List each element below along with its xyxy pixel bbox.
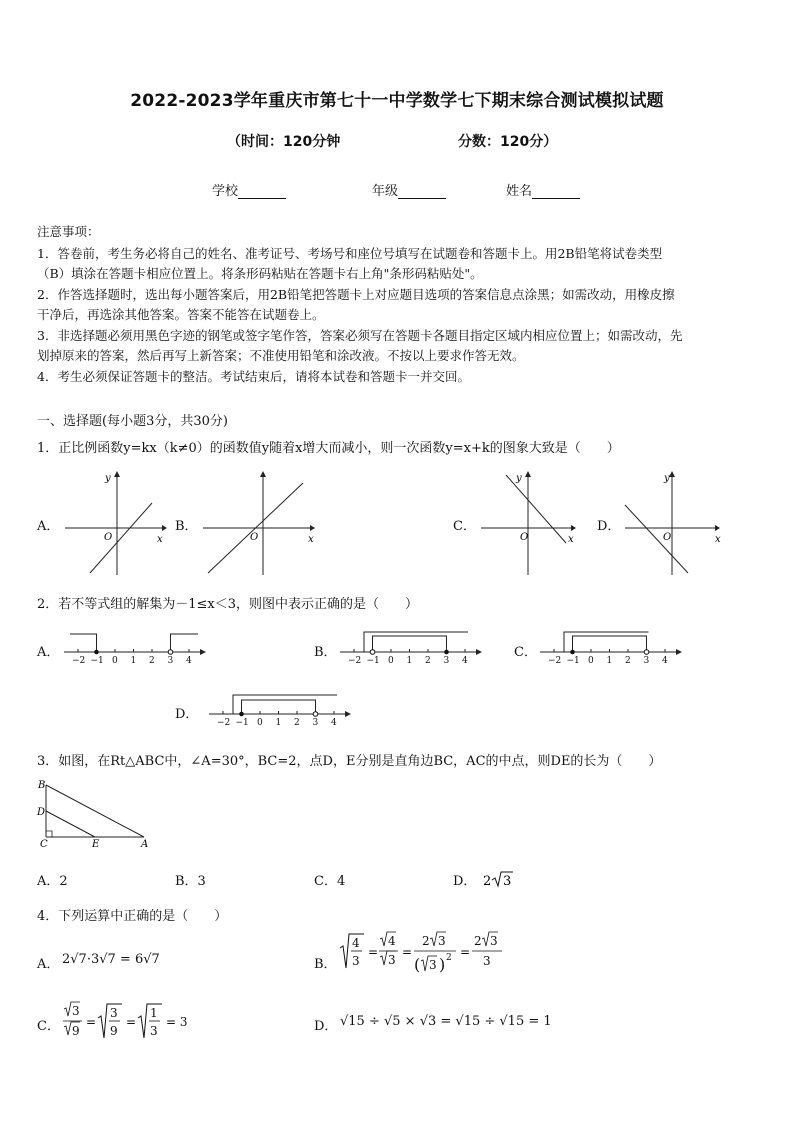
origin-label: O	[663, 532, 672, 543]
q4-option-c-expr	[62, 1000, 197, 1048]
q2-option-d: D．	[175, 707, 199, 722]
svg-text:3: 3	[110, 1006, 118, 1020]
x-label: x	[157, 534, 163, 545]
q4-option-d-label: D．	[314, 1019, 338, 1034]
svg-text:9: 9	[110, 1024, 118, 1038]
origin-label: O	[250, 532, 259, 543]
q1-option-a: A．	[37, 519, 60, 534]
svg-text:4: 4	[388, 934, 396, 948]
q3-option-c: C．4	[314, 874, 346, 889]
tick-label: 0	[588, 656, 594, 664]
q3-option-d	[453, 870, 515, 890]
y-arrow	[669, 471, 675, 477]
q3-stem: 3．如图，在Rt△ABC中，∠A=30°，BC=2，点D，E分别是直角边BC，AC的中点，则DE的长为（ ）	[37, 754, 662, 769]
tick-label: 1	[275, 718, 282, 726]
q4-option-b-label: B．	[314, 957, 337, 972]
notice-line: 划掉原来的答案，然后再写上新答案；不准使用铅笔和涂改液。不按以上要求作答无效。	[37, 348, 525, 363]
tick-label: 4	[462, 656, 468, 664]
svg-text:): )	[439, 955, 446, 974]
grade-label: 年级	[372, 184, 399, 199]
q2-numberline-c	[538, 628, 683, 664]
q3-option-b: B．3	[175, 874, 206, 889]
exam-score: 分数：120分）	[458, 134, 558, 150]
x-label: x	[308, 534, 314, 545]
q3-option-d-label: D．	[453, 874, 477, 889]
q3-figure	[34, 776, 159, 850]
school-label: 学校	[212, 184, 239, 199]
y-arrow	[114, 471, 120, 477]
q2-stem: 2．若不等式组的解集为－1≤x＜3，则图中表示正确的是（ ）	[37, 597, 419, 612]
page-title: 2022-2023学年重庆市第七十一中学数学七下期末综合测试模拟试题	[130, 91, 664, 111]
label-a: A	[141, 839, 149, 850]
name-label: 姓名	[506, 184, 533, 199]
tick-label: −1	[366, 656, 380, 664]
tick-label: −1	[235, 718, 249, 726]
q3-option-d-math	[481, 870, 515, 890]
y-arrow	[260, 471, 266, 477]
solution-ray	[564, 632, 649, 652]
tick-label: 4	[662, 656, 668, 664]
svg-text:2: 2	[446, 953, 452, 963]
q1-option-b: B．	[175, 519, 198, 534]
label-c: C	[40, 839, 48, 850]
function-line	[90, 503, 152, 573]
q3-option-a: A．2	[37, 874, 68, 889]
open-point	[313, 712, 318, 717]
q2-numberline-d	[207, 690, 352, 726]
svg-text:3: 3	[352, 954, 360, 968]
q2-numberline-b	[338, 628, 483, 664]
solid-point	[94, 650, 99, 655]
svg-text:= 3: = 3	[166, 1015, 188, 1029]
svg-text:2: 2	[474, 934, 482, 948]
notice-heading: 注意事项：	[37, 224, 100, 239]
tick-label: 0	[112, 656, 118, 664]
segment-de	[46, 811, 95, 837]
tick-label: 0	[388, 656, 394, 664]
x-label: x	[715, 534, 721, 545]
x-arrow	[571, 525, 576, 531]
notice-line: 1．答卷前，考生务必将自己的姓名、准考证号、考场号和座位号填写在试题卷和答题卡上。用2B铅笔将试卷类型	[37, 246, 663, 261]
radicand: 3	[502, 874, 511, 889]
x-label: x	[568, 534, 574, 545]
school-blank	[238, 185, 286, 199]
axis-arrow	[200, 649, 206, 655]
tick-label: −1	[566, 656, 580, 664]
tick-label: 3	[167, 656, 174, 664]
function-line	[625, 505, 688, 573]
tick-label: 4	[186, 656, 192, 664]
q4-option-a-expr: 2√7·3√7 = 6√7	[62, 952, 160, 967]
origin-label: O	[104, 532, 113, 543]
solution-ray	[364, 632, 468, 652]
svg-text:=: =	[368, 945, 379, 959]
axis-arrow	[676, 649, 682, 655]
tick-label: 3	[643, 656, 650, 664]
school-field	[212, 180, 286, 199]
svg-text:3: 3	[150, 1024, 158, 1038]
notice-line: （B）填涂在答题卡相应位置上。将条形码粘贴在答题卡右上角"条形码粘贴处"。	[37, 266, 483, 281]
x-arrow	[162, 525, 167, 531]
solid-point	[570, 650, 575, 655]
svg-text:2: 2	[422, 934, 430, 948]
tick-label: 2	[625, 656, 631, 664]
tick-label: 1	[606, 656, 613, 664]
y-arrow	[525, 471, 531, 477]
svg-text:3: 3	[438, 934, 446, 948]
solid-point	[239, 712, 244, 717]
svg-text:3: 3	[388, 953, 396, 967]
open-point	[644, 650, 649, 655]
y-label: y	[516, 473, 522, 484]
tick-label: 2	[149, 656, 155, 664]
solution-ray-right	[171, 634, 199, 652]
tick-label: 0	[257, 718, 263, 726]
svg-text:3: 3	[483, 954, 491, 968]
function-line	[506, 475, 566, 543]
open-point	[168, 650, 173, 655]
name-blank	[532, 185, 580, 199]
q4-option-b-expr	[338, 930, 508, 988]
q2-option-a: A．	[37, 645, 60, 660]
section-heading: 一、选择题(每小题3分，共30分)	[37, 414, 228, 429]
q1-graph-a	[60, 465, 170, 580]
svg-text:(: (	[414, 955, 421, 974]
grade-blank	[398, 185, 446, 199]
tick-label: 3	[443, 656, 450, 664]
tick-label: −2	[348, 656, 362, 664]
tick-label: 2	[425, 656, 431, 664]
tick-label: −2	[72, 656, 86, 664]
q4-option-d-expr: √15 ÷ √5 × √3 = √15 ÷ √15 = 1	[340, 1014, 552, 1029]
y-label: y	[664, 473, 670, 484]
svg-text:=: =	[126, 1015, 137, 1029]
solution-ray-left	[70, 634, 97, 652]
notice-line: 3．非选择题必须用黑色字迹的钢笔或签字笔作答，答案必须写在答题卡各题目指定区域内相应位置上；如需改动，先	[37, 328, 683, 343]
x-arrow	[310, 525, 315, 531]
q1-graph-d	[620, 465, 730, 580]
q2-numberline-a	[62, 628, 207, 664]
tick-label: 1	[406, 656, 413, 664]
name-field	[506, 180, 580, 199]
q4-option-a-label: A．	[37, 957, 60, 972]
axis-arrow	[345, 711, 351, 717]
svg-text:1: 1	[150, 1006, 158, 1020]
label-d: D	[37, 807, 46, 818]
q1-graph-c	[476, 465, 586, 580]
tick-label: 2	[294, 718, 300, 726]
notice-line: 4．考生必须保证答题卡的整洁。考试结束后，请将本试卷和答题卡一并交回。	[37, 369, 470, 384]
svg-text:=: =	[86, 1015, 97, 1029]
q1-option-d: D．	[597, 519, 621, 534]
tick-label: 1	[130, 656, 137, 664]
coef: 2	[482, 874, 491, 889]
y-label: y	[105, 473, 111, 484]
segment-ab	[46, 785, 144, 837]
svg-text:4: 4	[352, 936, 360, 950]
svg-text:=: =	[460, 945, 471, 959]
svg-text:9: 9	[72, 1024, 80, 1038]
label-b: B	[38, 780, 46, 791]
notice-line: 2．作答选择题时，选出每小题答案后，用2B铅笔把答题卡上对应题目选项的答案信息点涂黑；如需改动，用橡皮擦	[37, 287, 675, 302]
svg-text:=: =	[402, 945, 413, 959]
svg-text:3: 3	[490, 934, 498, 948]
q4-option-c-label: C．	[37, 1019, 60, 1034]
svg-text:3: 3	[429, 958, 437, 972]
notice-line: 干净后，再选涂其他答案。答案不能答在试题卷上。	[37, 307, 325, 322]
right-angle-mark	[46, 831, 52, 837]
label-e: E	[92, 839, 100, 850]
tick-label: 4	[331, 718, 337, 726]
origin-label: O	[520, 532, 529, 543]
tick-label: −2	[217, 718, 231, 726]
q1-option-c: C．	[453, 519, 476, 534]
svg-text:3: 3	[72, 1004, 80, 1018]
q1-stem: 1．正比例函数y=kx（k≠0）的函数值y随着x增大而减小，则一次函数y=x+k的图象大致是（ ）	[37, 441, 620, 456]
x-arrow	[715, 525, 720, 531]
solution-ray	[233, 695, 337, 714]
tick-label: −2	[548, 656, 562, 664]
grade-field	[372, 180, 446, 199]
tick-label: −1	[90, 656, 104, 664]
q2-option-b: B．	[314, 645, 337, 660]
exam-time: （时间：120分钟	[227, 134, 341, 150]
tick-label: 3	[312, 718, 319, 726]
q2-option-c: C．	[514, 645, 537, 660]
open-point	[370, 650, 375, 655]
axis-arrow	[476, 649, 482, 655]
solid-point	[444, 650, 449, 655]
q1-graph-b	[198, 465, 323, 580]
q4-stem: 4．下列运算中正确的是（ ）	[37, 909, 228, 924]
